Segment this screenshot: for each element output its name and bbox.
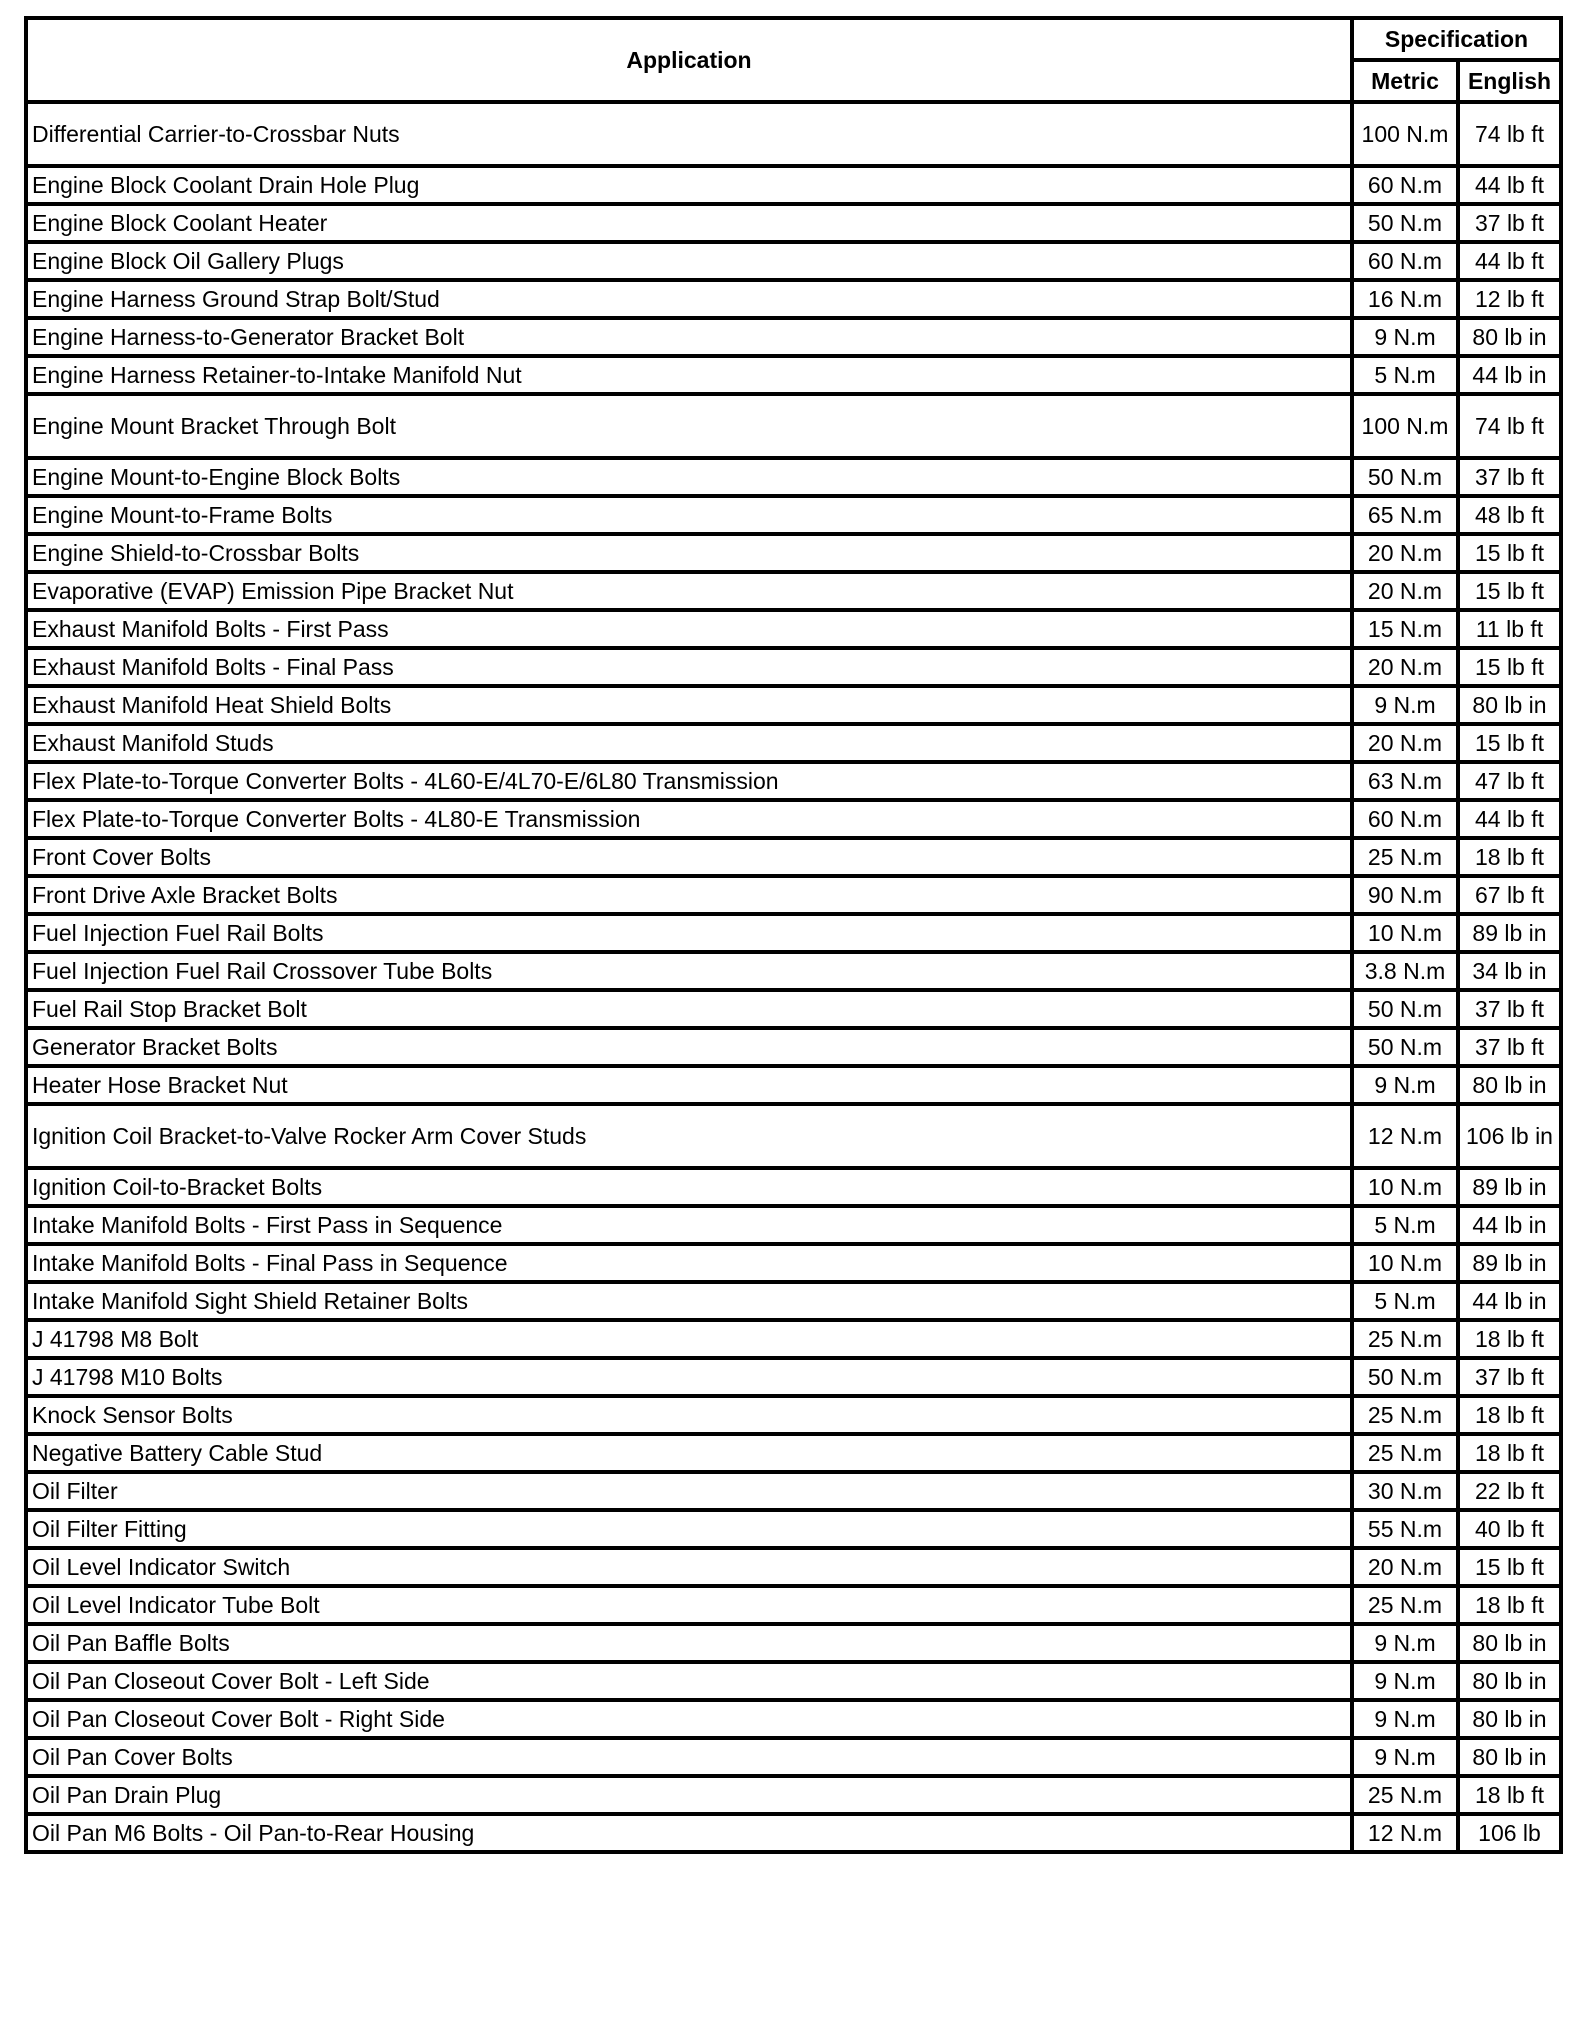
application-cell: Generator Bracket Bolts [26, 1028, 1352, 1066]
english-cell: 15 lb ft [1458, 534, 1561, 572]
application-cell: Oil Filter Fitting [26, 1510, 1352, 1548]
table-row [26, 952, 1561, 990]
table-row [26, 1586, 1561, 1624]
english-cell: 18 lb ft [1458, 1586, 1561, 1624]
table-row [26, 1624, 1561, 1662]
table-row [26, 1738, 1561, 1776]
table-row [26, 1244, 1561, 1282]
english-cell: 22 lb ft [1458, 1472, 1561, 1510]
english-cell: 80 lb in [1458, 686, 1561, 724]
application-cell: Intake Manifold Bolts - Final Pass in Sequence [26, 1244, 1352, 1282]
table-row [26, 610, 1561, 648]
metric-cell: 9 N.m [1352, 1662, 1458, 1700]
english-cell: 44 lb in [1458, 1282, 1561, 1320]
application-header: Application [26, 18, 1352, 102]
english-cell: 89 lb in [1458, 1244, 1561, 1282]
metric-cell: 60 N.m [1352, 800, 1458, 838]
table-row [26, 1168, 1561, 1206]
application-cell: Oil Level Indicator Switch [26, 1548, 1352, 1586]
application-cell: Engine Block Coolant Drain Hole Plug [26, 166, 1352, 204]
application-cell: Differential Carrier-to-Crossbar Nuts [26, 102, 1352, 166]
application-cell: Fuel Injection Fuel Rail Bolts [26, 914, 1352, 952]
table-row [26, 1700, 1561, 1738]
table-row [26, 686, 1561, 724]
english-cell: 44 lb ft [1458, 800, 1561, 838]
metric-cell: 16 N.m [1352, 280, 1458, 318]
metric-cell: 90 N.m [1352, 876, 1458, 914]
table-row [26, 1206, 1561, 1244]
english-cell: 80 lb in [1458, 1700, 1561, 1738]
application-cell: J 41798 M8 Bolt [26, 1320, 1352, 1358]
english-cell: 80 lb in [1458, 1738, 1561, 1776]
english-cell: 80 lb in [1458, 318, 1561, 356]
metric-cell: 5 N.m [1352, 356, 1458, 394]
metric-header: Metric [1352, 60, 1458, 102]
english-cell: 44 lb in [1458, 1206, 1561, 1244]
metric-cell: 10 N.m [1352, 914, 1458, 952]
application-cell: Oil Pan Baffle Bolts [26, 1624, 1352, 1662]
table-row [26, 724, 1561, 762]
table-row [26, 534, 1561, 572]
metric-cell: 20 N.m [1352, 724, 1458, 762]
metric-cell: 30 N.m [1352, 1472, 1458, 1510]
application-cell: Engine Block Oil Gallery Plugs [26, 242, 1352, 280]
metric-cell: 15 N.m [1352, 610, 1458, 648]
metric-cell: 9 N.m [1352, 1066, 1458, 1104]
english-cell: 74 lb ft [1458, 102, 1561, 166]
english-cell: 89 lb in [1458, 914, 1561, 952]
application-cell: Engine Harness-to-Generator Bracket Bolt [26, 318, 1352, 356]
metric-cell: 20 N.m [1352, 534, 1458, 572]
table-row [26, 102, 1561, 166]
english-cell: 44 lb ft [1458, 242, 1561, 280]
english-cell: 18 lb ft [1458, 1776, 1561, 1814]
english-cell: 37 lb ft [1458, 990, 1561, 1028]
metric-cell: 25 N.m [1352, 1776, 1458, 1814]
application-cell: Oil Pan M6 Bolts - Oil Pan-to-Rear Housing [26, 1814, 1352, 1852]
english-cell: 80 lb in [1458, 1624, 1561, 1662]
application-cell: Oil Pan Closeout Cover Bolt - Left Side [26, 1662, 1352, 1700]
english-cell: 106 lb in [1458, 1104, 1561, 1168]
application-cell: Oil Level Indicator Tube Bolt [26, 1586, 1352, 1624]
table-row [26, 1814, 1561, 1852]
english-cell: 15 lb ft [1458, 724, 1561, 762]
table-row [26, 1104, 1561, 1168]
specification-header: Specification [1352, 18, 1561, 60]
english-cell: 47 lb ft [1458, 762, 1561, 800]
application-cell: Engine Harness Ground Strap Bolt/Stud [26, 280, 1352, 318]
metric-cell: 25 N.m [1352, 838, 1458, 876]
application-cell: Evaporative (EVAP) Emission Pipe Bracket Nut [26, 572, 1352, 610]
english-cell: 18 lb ft [1458, 1396, 1561, 1434]
english-cell: 37 lb ft [1458, 204, 1561, 242]
english-cell: 80 lb in [1458, 1066, 1561, 1104]
english-header: English [1458, 60, 1561, 102]
english-cell: 37 lb ft [1458, 1358, 1561, 1396]
table-row [26, 318, 1561, 356]
english-cell: 44 lb ft [1458, 166, 1561, 204]
table-row [26, 1320, 1561, 1358]
table-row [26, 204, 1561, 242]
metric-cell: 55 N.m [1352, 1510, 1458, 1548]
english-cell: 37 lb ft [1458, 458, 1561, 496]
metric-cell: 9 N.m [1352, 686, 1458, 724]
table-row [26, 280, 1561, 318]
metric-cell: 9 N.m [1352, 1624, 1458, 1662]
application-cell: Ignition Coil Bracket-to-Valve Rocker Arm Cover Studs [26, 1104, 1352, 1168]
metric-cell: 9 N.m [1352, 1700, 1458, 1738]
application-cell: Fuel Injection Fuel Rail Crossover Tube Bolts [26, 952, 1352, 990]
application-cell: Negative Battery Cable Stud [26, 1434, 1352, 1472]
table-row [26, 762, 1561, 800]
english-cell: 12 lb ft [1458, 280, 1561, 318]
application-cell: Oil Pan Cover Bolts [26, 1738, 1352, 1776]
english-cell: 15 lb ft [1458, 572, 1561, 610]
metric-cell: 10 N.m [1352, 1244, 1458, 1282]
english-cell: 18 lb ft [1458, 1320, 1561, 1358]
table-row [26, 914, 1561, 952]
table-row [26, 496, 1561, 534]
metric-cell: 12 N.m [1352, 1104, 1458, 1168]
application-cell: Ignition Coil-to-Bracket Bolts [26, 1168, 1352, 1206]
metric-cell: 12 N.m [1352, 1814, 1458, 1852]
table-row [26, 1282, 1561, 1320]
metric-cell: 50 N.m [1352, 458, 1458, 496]
metric-cell: 100 N.m [1352, 102, 1458, 166]
application-cell: Heater Hose Bracket Nut [26, 1066, 1352, 1104]
application-cell: Engine Block Coolant Heater [26, 204, 1352, 242]
application-cell: Engine Harness Retainer-to-Intake Manifold Nut [26, 356, 1352, 394]
metric-cell: 20 N.m [1352, 572, 1458, 610]
table-row [26, 1662, 1561, 1700]
english-cell: 37 lb ft [1458, 1028, 1561, 1066]
metric-cell: 63 N.m [1352, 762, 1458, 800]
metric-cell: 9 N.m [1352, 318, 1458, 356]
application-cell: Exhaust Manifold Heat Shield Bolts [26, 686, 1352, 724]
application-cell: Front Cover Bolts [26, 838, 1352, 876]
english-cell: 67 lb ft [1458, 876, 1561, 914]
metric-cell: 3.8 N.m [1352, 952, 1458, 990]
metric-cell: 50 N.m [1352, 990, 1458, 1028]
metric-cell: 5 N.m [1352, 1206, 1458, 1244]
table-row [26, 1548, 1561, 1586]
table-row [26, 242, 1561, 280]
table-row [26, 1434, 1561, 1472]
english-cell: 11 lb ft [1458, 610, 1561, 648]
table-row [26, 838, 1561, 876]
english-cell: 18 lb ft [1458, 1434, 1561, 1472]
english-cell: 15 lb ft [1458, 648, 1561, 686]
table-row [26, 1396, 1561, 1434]
table-row [26, 166, 1561, 204]
application-cell: Oil Filter [26, 1472, 1352, 1510]
table-row [26, 356, 1561, 394]
table-row [26, 1028, 1561, 1066]
metric-cell: 100 N.m [1352, 394, 1458, 458]
application-cell: Exhaust Manifold Bolts - First Pass [26, 610, 1352, 648]
table-row [26, 1358, 1561, 1396]
english-cell: 40 lb ft [1458, 1510, 1561, 1548]
metric-cell: 50 N.m [1352, 1028, 1458, 1066]
english-cell: 34 lb in [1458, 952, 1561, 990]
english-cell: 74 lb ft [1458, 394, 1561, 458]
metric-cell: 20 N.m [1352, 648, 1458, 686]
application-cell: Exhaust Manifold Bolts - Final Pass [26, 648, 1352, 686]
application-cell: Knock Sensor Bolts [26, 1396, 1352, 1434]
english-cell: 48 lb ft [1458, 496, 1561, 534]
table-row [26, 1776, 1561, 1814]
application-cell: Intake Manifold Sight Shield Retainer Bolts [26, 1282, 1352, 1320]
english-cell: 44 lb in [1458, 356, 1561, 394]
application-cell: Front Drive Axle Bracket Bolts [26, 876, 1352, 914]
english-cell: 80 lb in [1458, 1662, 1561, 1700]
table-row [26, 990, 1561, 1028]
application-cell: Engine Mount-to-Frame Bolts [26, 496, 1352, 534]
table-row [26, 1066, 1561, 1104]
application-cell: Flex Plate-to-Torque Converter Bolts - 4L80-E Transmission [26, 800, 1352, 838]
metric-cell: 25 N.m [1352, 1586, 1458, 1624]
application-cell: Fuel Rail Stop Bracket Bolt [26, 990, 1352, 1028]
table-row [26, 800, 1561, 838]
metric-cell: 50 N.m [1352, 1358, 1458, 1396]
table-body [26, 102, 1561, 1852]
metric-cell: 60 N.m [1352, 242, 1458, 280]
table-row [26, 1472, 1561, 1510]
table-row [26, 648, 1561, 686]
application-cell: Oil Pan Drain Plug [26, 1776, 1352, 1814]
metric-cell: 25 N.m [1352, 1396, 1458, 1434]
english-cell: 106 lb [1458, 1814, 1561, 1852]
english-cell: 89 lb in [1458, 1168, 1561, 1206]
metric-cell: 10 N.m [1352, 1168, 1458, 1206]
table-row [26, 572, 1561, 610]
metric-cell: 50 N.m [1352, 204, 1458, 242]
application-cell: Intake Manifold Bolts - First Pass in Sequence [26, 1206, 1352, 1244]
table-row [26, 458, 1561, 496]
torque-spec-table [24, 16, 1563, 1854]
application-cell: Engine Shield-to-Crossbar Bolts [26, 534, 1352, 572]
metric-cell: 9 N.m [1352, 1738, 1458, 1776]
table-row [26, 876, 1561, 914]
metric-cell: 60 N.m [1352, 166, 1458, 204]
application-cell: Flex Plate-to-Torque Converter Bolts - 4L60-E/4L70-E/6L80 Transmission [26, 762, 1352, 800]
metric-cell: 25 N.m [1352, 1434, 1458, 1472]
english-cell: 18 lb ft [1458, 838, 1561, 876]
table-row [26, 1510, 1561, 1548]
application-cell: Engine Mount-to-Engine Block Bolts [26, 458, 1352, 496]
metric-cell: 20 N.m [1352, 1548, 1458, 1586]
application-cell: Exhaust Manifold Studs [26, 724, 1352, 762]
metric-cell: 25 N.m [1352, 1320, 1458, 1358]
application-cell: Oil Pan Closeout Cover Bolt - Right Side [26, 1700, 1352, 1738]
application-cell: Engine Mount Bracket Through Bolt [26, 394, 1352, 458]
application-cell: J 41798 M10 Bolts [26, 1358, 1352, 1396]
english-cell: 15 lb ft [1458, 1548, 1561, 1586]
metric-cell: 65 N.m [1352, 496, 1458, 534]
table-row [26, 394, 1561, 458]
metric-cell: 5 N.m [1352, 1282, 1458, 1320]
